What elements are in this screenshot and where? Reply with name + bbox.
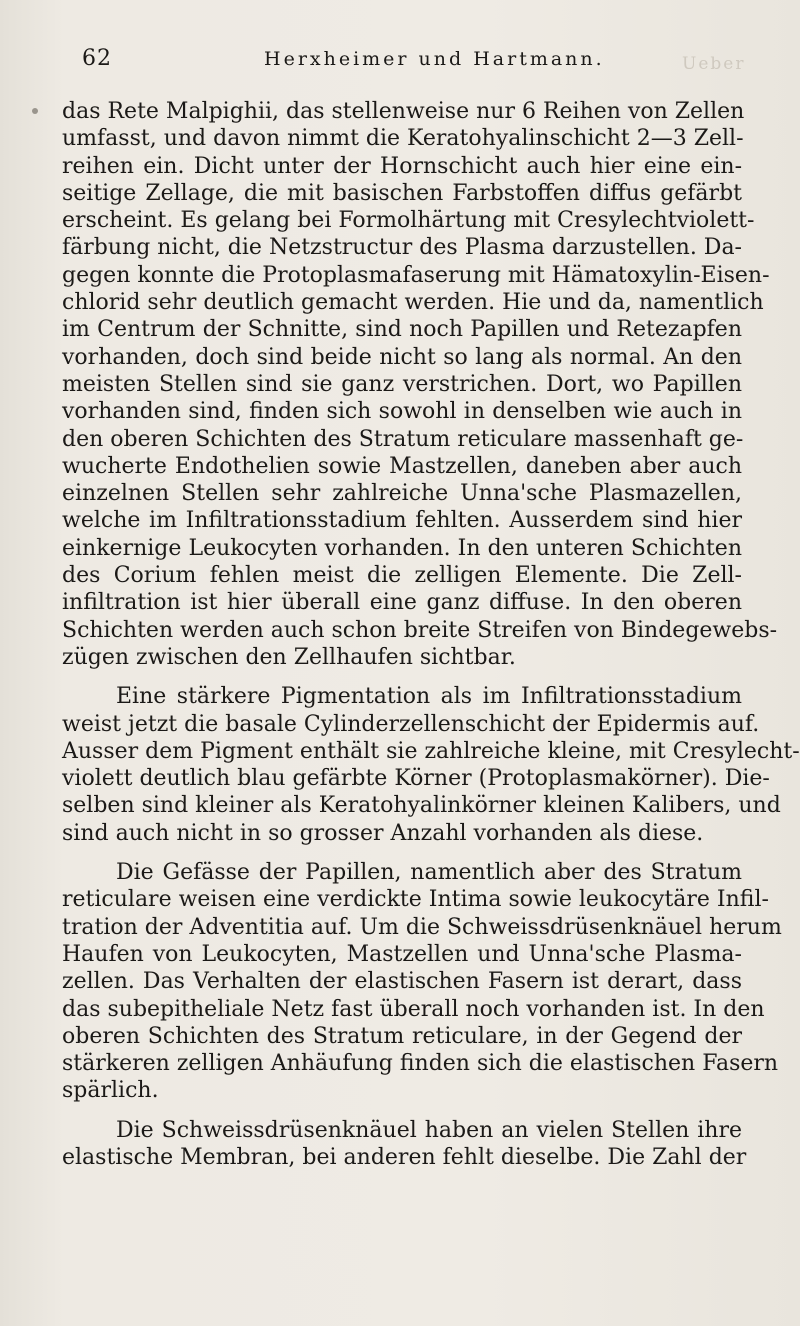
text-line: stärkeren zelligen Anhäufung finden sich die elastischen Fasern xyxy=(62,1051,779,1077)
text-line: welche im Infiltrationsstadium fehlten. Ausserdem sind hier xyxy=(62,508,742,534)
text-line: Eine stärkere Pigmentation als im Infiltrationsstadium xyxy=(116,684,742,710)
text-line: das Rete Malpighii, das stellenweise nur 6 Reihen von Zellen xyxy=(62,99,745,124)
page-number: 62 xyxy=(82,46,112,71)
text-line: einkernige Leukocyten vorhanden. In den unteren Schichten xyxy=(62,535,742,561)
text-line: selben sind kleiner als Keratohyalinkörner kleinen Kalibers, und xyxy=(62,793,781,819)
margin-mark xyxy=(32,108,38,114)
text-line: im Centrum der Schnitte, sind noch Papillen und Retezapfen xyxy=(62,317,742,343)
running-head xyxy=(82,46,762,78)
text-line: weist jetzt die basale Cylinderzellenschicht der Epidermis auf. xyxy=(62,711,760,737)
text-line: erscheint. Es gelang bei Formolhärtung mit Cresylechtviolett- xyxy=(62,208,755,234)
text-line: tration der Adventitia auf. Um die Schweissdrüsenknäuel herum xyxy=(62,914,782,940)
text-line: meisten Stellen sind sie ganz verstrichen. Dort, wo Papillen xyxy=(62,371,742,397)
show-through-text: Ueber xyxy=(682,54,746,74)
text-line: den oberen Schichten des Stratum reticulare massenhaft ge- xyxy=(62,426,744,452)
text-line: Schichten werden auch schon breite Streifen von Bindegewebs- xyxy=(62,617,778,643)
paragraph xyxy=(62,683,800,847)
text-line: färbung nicht, die Netzstructur des Plasma darzustellen. Da- xyxy=(62,235,742,261)
text-line: infiltration ist hier überall eine ganz diffuse. In den oberen xyxy=(62,590,742,616)
text-line: vorhanden, doch sind beide nicht so lang als normal. An den xyxy=(62,344,742,370)
text-line: einzelnen Stellen sehr zahlreiche Unna'sche Plasmazellen, xyxy=(62,481,742,507)
text-line: reticulare weisen eine verdickte Intima sowie leukocytäre Infil- xyxy=(62,887,769,913)
text-line: chlorid sehr deutlich gemacht werden. Hie und da, namentlich xyxy=(62,290,764,316)
text-line: Haufen von Leukocyten, Mastzellen und Unna'sche Plasma- xyxy=(62,941,742,967)
text-line: sind auch nicht in so grosser Anzahl vorhanden als diese. xyxy=(62,820,704,846)
paragraph xyxy=(62,98,778,671)
body-text xyxy=(62,98,800,1183)
text-line: zügen zwischen den Zellhaufen sichtbar. xyxy=(62,644,516,670)
text-line: Die Schweissdrüsenknäuel haben an vielen Stellen ihre xyxy=(116,1117,742,1143)
text-line: wucherte Endothelien sowie Mastzellen, daneben aber auch xyxy=(62,453,742,479)
text-line: seitige Zellage, die mit basischen Farbstoffen diffus gefärbt xyxy=(62,180,742,206)
text-line: reihen ein. Dicht unter der Hornschicht auch hier eine ein- xyxy=(62,153,742,179)
text-line: oberen Schichten des Stratum reticulare, in der Gegend der xyxy=(62,1023,742,1049)
text-line: zellen. Das Verhalten der elastischen Fasern ist derart, dass xyxy=(62,969,742,995)
text-line: des Corium fehlen meist die zelligen Elemente. Die Zell- xyxy=(62,563,742,589)
text-line: Ausser dem Pigment enthält sie zahlreiche kleine, mit Cresylecht- xyxy=(62,738,800,764)
text-line: Die Gefässe der Papillen, namentlich aber des Stratum xyxy=(116,860,742,886)
text-line: spärlich. xyxy=(62,1078,159,1104)
text-line: gegen konnte die Protoplasmafaserung mit Hämatoxylin-Eisen- xyxy=(62,262,770,288)
paragraph xyxy=(62,859,782,1105)
text-line: das subepitheliale Netz fast überall noch vorhanden ist. In den xyxy=(62,996,765,1022)
running-title: Herxheimer und Hartmann. xyxy=(264,48,605,70)
text-line: umfasst, und davon nimmt die Keratohyalinschicht 2—3 Zell- xyxy=(62,126,744,152)
paragraph xyxy=(62,1117,747,1172)
text-line: vorhanden sind, finden sich sowohl in denselben wie auch in xyxy=(62,399,742,425)
text-line: violett deutlich blau gefärbte Körner (Protoplasmakörner). Die- xyxy=(62,766,770,792)
text-line: elastische Membran, bei anderen fehlt dieselbe. Die Zahl der xyxy=(62,1144,747,1170)
